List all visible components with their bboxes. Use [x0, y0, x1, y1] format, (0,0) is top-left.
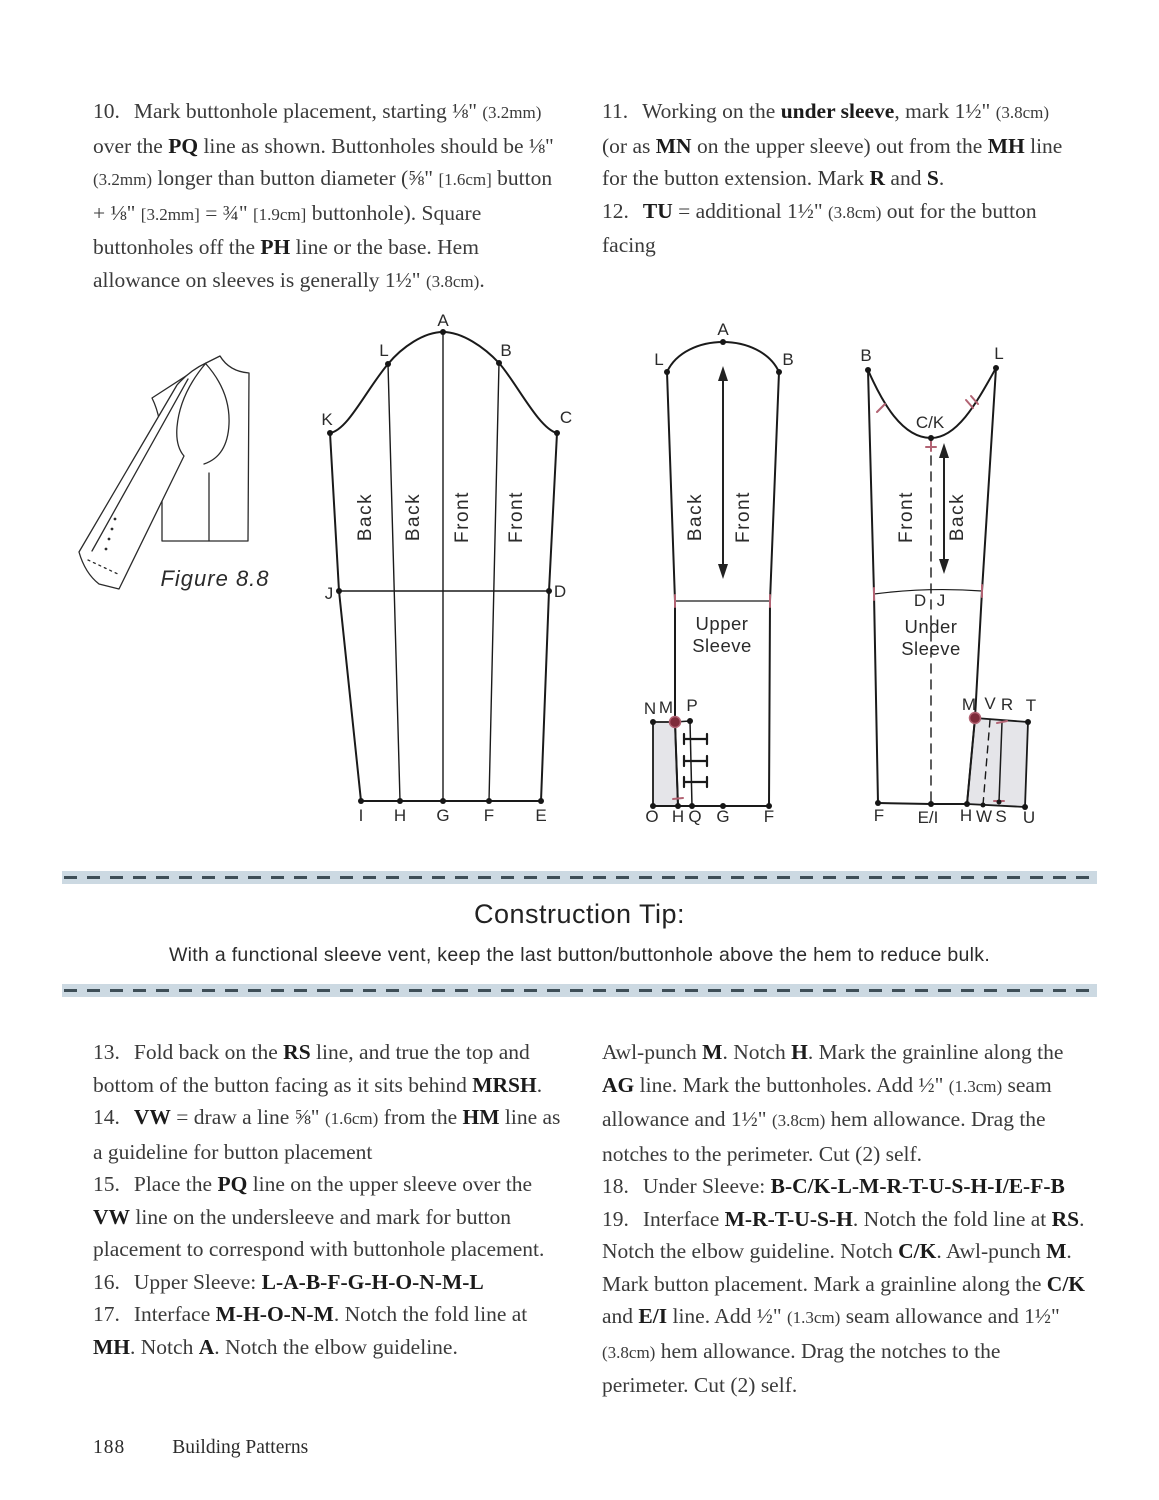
sleeve-draft-diagram [324, 329, 560, 804]
figure-label-F: F [483, 806, 495, 825]
figure-label-Front: Front [896, 491, 917, 543]
figure-label-B: B [860, 346, 872, 365]
figure-label-L: L [379, 341, 389, 360]
figure-label-Q: Q [688, 807, 702, 826]
page-footer [93, 1437, 308, 1459]
construction-tip-body: With a functional sleeve vent, keep the last button/buttonhole above the hem to reduce bulk. [168, 944, 991, 966]
figure-label-I: I [358, 806, 364, 825]
hem-line [878, 803, 967, 804]
figure-label-T: T [1025, 696, 1037, 715]
item-number: 11. [602, 99, 629, 123]
page-number: 188 [93, 1437, 126, 1458]
instruction-item: 15. Place the PQ line on the upper sleeve over the VW line on the undersleeve and mark for button placement to correspond with buttonhole placement. [93, 1172, 545, 1261]
figure-label-EI: E/I [917, 808, 939, 827]
vent-facing-shade [967, 718, 1028, 807]
figure-label-J: J [324, 584, 334, 603]
figure-label-H: H [393, 806, 407, 825]
instruction-item: 16. Upper Sleeve: L-A-B-F-G-H-O-N-M-L [93, 1269, 484, 1294]
figure-label-B: B [500, 341, 512, 360]
figure-label-Sleeve: Sleeve [901, 638, 961, 659]
vent-facing-shade [653, 722, 678, 806]
figure-label-Front: Front [452, 491, 473, 543]
instruction-item: 13. Fold back on the RS line, and true the top and bottom of the button facing as it sits behind MRSH. [93, 1040, 543, 1097]
figure-label-L: L [994, 344, 1004, 363]
figure-label-R: R [1000, 695, 1014, 714]
figure-label-U: U [1022, 808, 1036, 827]
awl-punch-M [970, 713, 981, 724]
buttonhole-marks [684, 734, 707, 787]
item-number: 13. [93, 1040, 120, 1064]
awl-punch-M [670, 717, 681, 728]
figure-label-Under: Under [904, 616, 958, 637]
figure-label-Back: Back [947, 492, 968, 542]
back-seam-line [388, 364, 400, 801]
figure-label-F: F [763, 807, 775, 826]
figure-label-L: L [654, 350, 664, 369]
back-underarm-edge [330, 433, 361, 801]
figure-label-G: G [436, 806, 450, 825]
figure-label-S: S [995, 807, 1007, 826]
instruction-item: 12. TU = additional 1½" (3.8cm) out for the button facing [602, 198, 1037, 257]
elbow-line [874, 590, 982, 594]
instructions-top-left [93, 95, 561, 298]
figure-label-W: W [975, 807, 993, 826]
figure-label-Upper: Upper [695, 613, 749, 634]
figure-caption: Figure 8.8 [160, 566, 270, 591]
figure-label-B: B [782, 350, 794, 369]
instruction-item: 11. Working on the under sleeve, mark 1½" (3.8cm) (or as MN on the upper sleeve) out from the MH line for the button extension. Mark R and S. [602, 99, 1063, 190]
grainline-arrow [718, 366, 728, 579]
jacket-sleeve [79, 363, 206, 589]
figure-label-A: A [437, 311, 449, 330]
instructions-top-right [602, 95, 1072, 262]
figure-label-H: H [959, 806, 973, 825]
instruction-item: 19. Interface M-R-T-U-S-H. Notch the fold line at RS. Notch the elbow guideline. Notch C/K. Awl-punch M. Mark button placement. Mark a grainline along the C/K and E/I line. Add ½" (1.3cm) seam allowance and 1½" (3.8cm) hem allowance. Drag the notches to the perimeter. Cut (2) self. [602, 1206, 1086, 1397]
figure-label-J: J [936, 591, 946, 610]
figure-label-E: E [535, 806, 547, 825]
figure-label-F: F [873, 806, 885, 825]
item-number: 14. [93, 1105, 120, 1129]
figure-label-D: D [553, 582, 567, 601]
item-number: 15. [93, 1172, 120, 1196]
instruction-item: 14. VW = draw a line ⅝" (1.6cm) from the HM line as a guideline for button placement [93, 1105, 561, 1164]
figure-label-V: V [984, 694, 996, 713]
tip-divider-bottom [62, 984, 1097, 997]
construction-tip-title: Construction Tip: [473, 899, 686, 929]
instructions-bottom-left [93, 1036, 565, 1363]
front-seam-line [489, 363, 499, 801]
figure-label-Front: Front [733, 491, 754, 543]
figure-label-A: A [717, 320, 729, 339]
instructions-bottom-right [602, 1036, 1088, 1402]
figure-label-Front: Front [506, 491, 527, 543]
item-number: 17. [93, 1302, 120, 1326]
figure-label-M: M [658, 698, 674, 717]
front-underarm-edge [541, 433, 557, 801]
instruction-item: 18. Under Sleeve: B-C/K-L-M-R-T-U-S-H-I/E-F-B [602, 1174, 1065, 1198]
item-number: 19. [602, 1206, 629, 1231]
figure-label-P: P [686, 696, 698, 715]
item-number: 10. [93, 99, 120, 123]
figure-label-CK: C/K [915, 413, 945, 432]
item-number: 18. [602, 1174, 629, 1198]
figure-label-Back: Back [355, 492, 376, 542]
figure-label-O: O [645, 807, 659, 826]
figure-label-C: C [559, 408, 573, 427]
figure-labels [321, 311, 1036, 827]
jacket-sketch [79, 356, 249, 589]
figure-label-M: M [961, 695, 977, 714]
item-number: 16. [93, 1269, 120, 1294]
front-edge [868, 370, 878, 803]
instruction-item: Awl-punch M. Notch H. Mark the grainline along the AG line. Mark the buttonholes. Add ½" (1.3cm) seam allowance and 1½" (3.8cm) hem allowance. Drag the notches to the perimeter. Cut (2) self. [602, 1040, 1064, 1166]
book-title: Building Patterns [172, 1437, 309, 1458]
figure-label-G: G [716, 807, 730, 826]
tip-divider-top [62, 871, 1097, 884]
item-number: 12. [602, 198, 629, 223]
figure-label-Back: Back [403, 492, 424, 542]
figure-label-N: N [643, 699, 657, 718]
figure-label-H: H [671, 807, 685, 826]
figure-label-K: K [321, 410, 333, 429]
figure-label-D: D [913, 591, 927, 610]
instruction-item: 17. Interface M-H-O-N-M. Notch the fold line at MH. Notch A. Notch the elbow guideline. [93, 1302, 528, 1359]
jacket-armhole-curve [204, 364, 229, 464]
instruction-item: 10. Mark buttonhole placement, starting ⅛" (3.2mm) over the PQ line as shown. Buttonholes should be ⅛" (3.2mm) longer than button diameter (⅝" [1.6cm] button + ⅛" [3.2mm] = ¾" [1.9cm] buttonhole). Square buttonholes off the PH line or the base. Hem allowance on sleeves is generally 1½" (3.8cm). [93, 99, 554, 292]
under-sleeve-diagram [865, 365, 1031, 810]
figure-label-Sleeve: Sleeve [692, 635, 752, 656]
upper-sleeve-diagram [650, 339, 782, 809]
figure-label-Back: Back [685, 492, 706, 542]
front-edge [769, 372, 779, 806]
